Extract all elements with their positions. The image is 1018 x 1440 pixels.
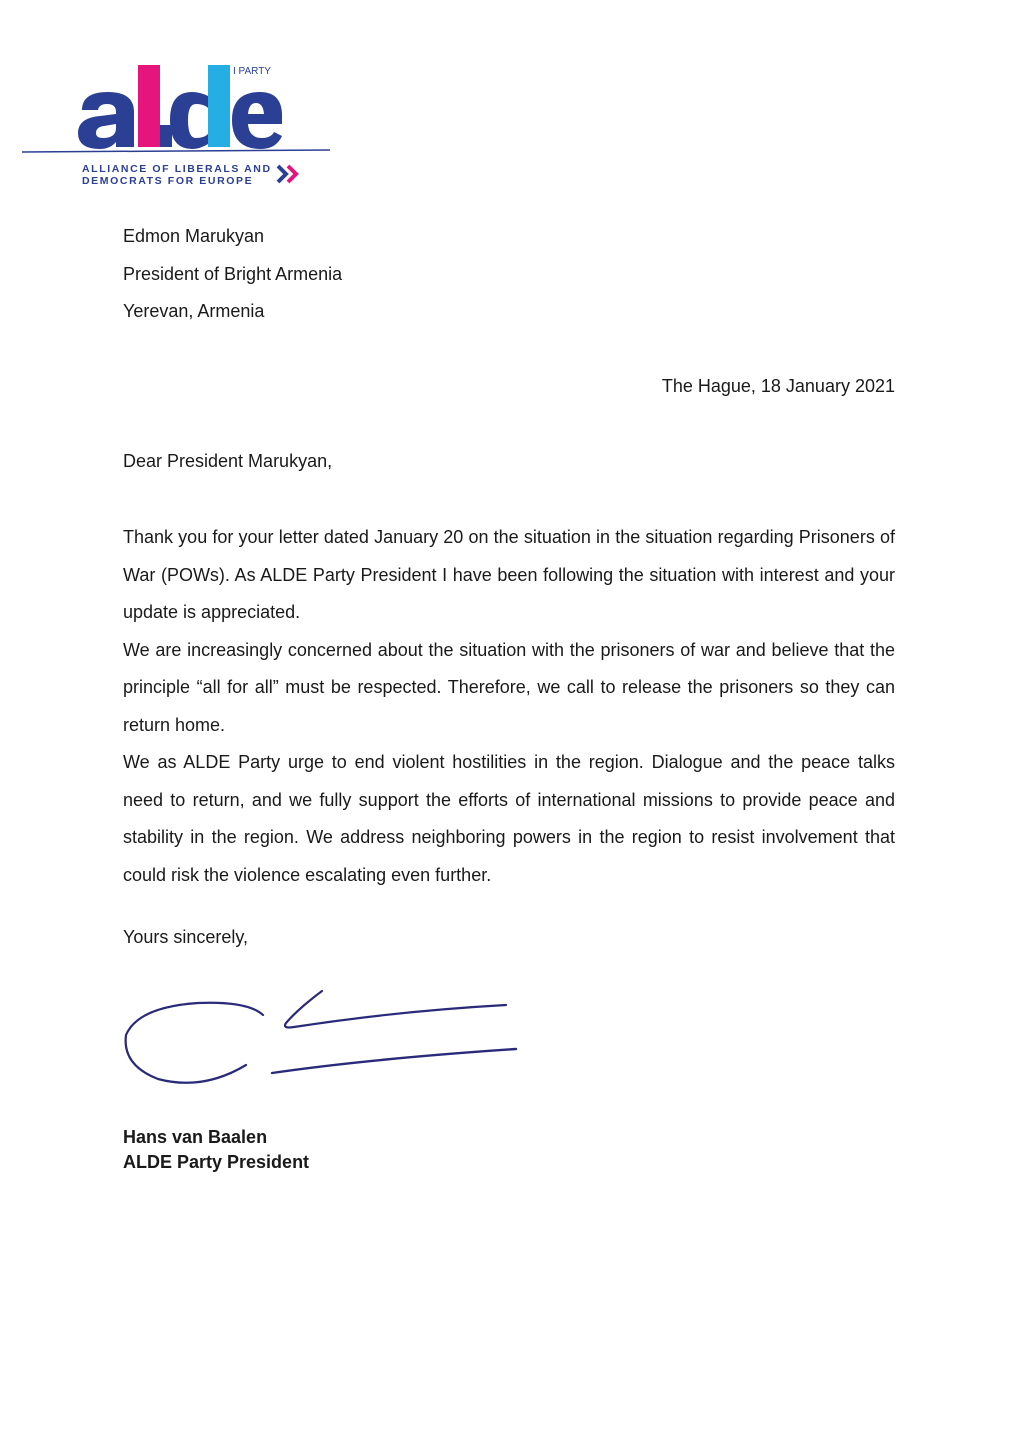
- closing: Yours sincerely,: [123, 927, 249, 947]
- signature-lower-stroke: [272, 1049, 516, 1073]
- signature-upper-stroke: [285, 991, 506, 1028]
- body-paragraph: We are increasingly concerned about the situation with the prisoners of war and believe that the principle “all for all” must be respected. Therefore, we call to release the prisoners so they can return home.: [123, 639, 895, 735]
- letter-body: [123, 519, 895, 894]
- recipient-location: Yerevan, Armenia: [123, 301, 265, 321]
- logo-underline: [22, 150, 330, 152]
- logo-l-foot: [160, 125, 172, 147]
- body-paragraph: We as ALDE Party urge to end violent hostilities in the region. Dialogue and the peace talks need to return, and we fully support the efforts of international missions to provide peace and stability in the region. We address neighboring powers in the region to resist involvement that could risk the violence escalating even further.: [123, 752, 895, 885]
- alde-party-logo: [20, 58, 340, 193]
- logo-tagline-line2: DEMOCRATS FOR EUROPE: [82, 175, 254, 187]
- recipient-title: President of Bright Armenia: [123, 263, 343, 284]
- signature-curve: [126, 1003, 263, 1083]
- logo-l-stroke: [138, 65, 160, 147]
- alde-logo-graphic: [20, 58, 340, 193]
- recipient-address: [123, 218, 342, 331]
- logo-d-bowl: [170, 92, 208, 149]
- logo-chevron-navy-icon: [278, 166, 286, 182]
- logo-d-stroke: [208, 65, 230, 147]
- logo-a-letter: [78, 92, 134, 149]
- signer-title: ALDE Party President: [123, 1152, 310, 1172]
- recipient-name: Edmon Marukyan: [123, 226, 265, 246]
- letter-date: The Hague, 18 January 2021: [661, 376, 895, 396]
- signer-block: [123, 1125, 309, 1175]
- logo-e-letter: [232, 92, 282, 149]
- body-paragraph: Thank you for your letter dated January 20 on the situation in the situation regarding Prisoners of War (POWs). As ALDE Party President I have been following the situation with interest and your update is appreciated.: [123, 527, 895, 622]
- logo-party-tag: I PARTY: [233, 66, 271, 77]
- signer-name: Hans van Baalen: [123, 1127, 268, 1147]
- signature-graphic: [118, 975, 528, 1095]
- handwritten-signature: [118, 975, 528, 1095]
- logo-chevron-magenta-icon: [288, 166, 296, 182]
- salutation: Dear President Marukyan,: [123, 451, 333, 471]
- logo-tagline-line1: ALLIANCE OF LIBERALS AND: [82, 163, 272, 175]
